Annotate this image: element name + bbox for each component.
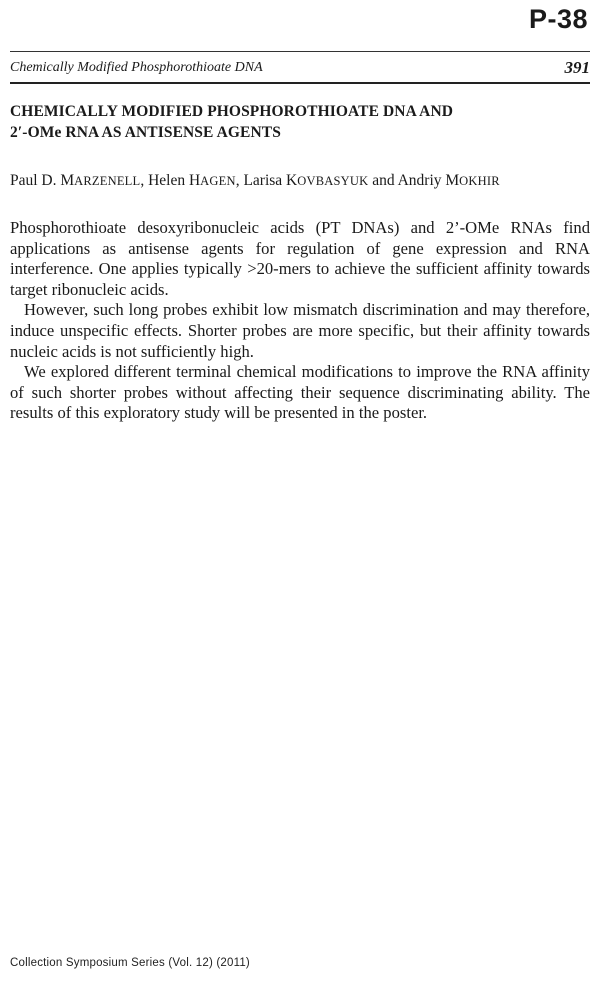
author-given-name: Andriy M — [397, 172, 460, 189]
author-family-name: OKHIR — [459, 174, 500, 188]
article-title-line-2: 2′-OMe RNA AS ANTISENSE AGENTS — [10, 124, 281, 141]
author-family-name: AGEN — [200, 174, 236, 188]
footer-citation: Collection Symposium Series (Vol. 12) (2011) — [10, 957, 250, 969]
article-title-line-1: CHEMICALLY MODIFIED PHOSPHOROTHIOATE DNA AND — [10, 103, 454, 120]
author-separator: , — [140, 172, 149, 189]
running-head-title: Chemically Modified Phosphorothioate DNA — [10, 60, 263, 75]
abstract-paragraph-1: Phosphorothioate desoxyribonucleic acids (PT DNAs) and 2’-OMe RNAs find applications as antisense agents for regulation of gene expression and RNA interference. One applies typically >20-mers to achieve the sufficient affinity towards target ribonucleic acids. — [10, 218, 590, 299]
article-title — [10, 101, 590, 143]
author-list — [10, 172, 590, 190]
poster-id: P-38 — [528, 4, 588, 34]
abstract-paragraph-3: We explored different terminal chemical modifications to improve the RNA affinity of such shorter probes without affecting their sequence discriminating ability. The results of this exploratory study will be presented in the poster. — [10, 362, 590, 423]
page-number: 391 — [564, 58, 590, 77]
author-family-name: ARZENELL — [74, 174, 141, 188]
author-3 — [243, 172, 368, 189]
abstract-body — [10, 218, 590, 424]
author-2 — [148, 172, 236, 189]
author-given-name: Helen H — [148, 172, 201, 189]
header-rule-bottom — [10, 82, 590, 84]
author-separator: , — [235, 172, 244, 189]
author-4 — [398, 172, 500, 189]
abstract-paragraph-2: However, such long probes exhibit low mismatch discrimination and may therefore, induce unspecific effects. Shorter probes are more specific, but their affinity towards nucleic acids is not sufficiently high. — [10, 300, 590, 361]
header-rule-top — [10, 51, 590, 52]
author-separator: and — [368, 172, 398, 189]
author-given-name: Paul D. M — [10, 172, 75, 189]
author-family-name: OVBASYUK — [297, 174, 369, 188]
author-1 — [10, 172, 140, 189]
author-given-name: Larisa K — [243, 172, 298, 189]
running-head — [10, 58, 590, 80]
